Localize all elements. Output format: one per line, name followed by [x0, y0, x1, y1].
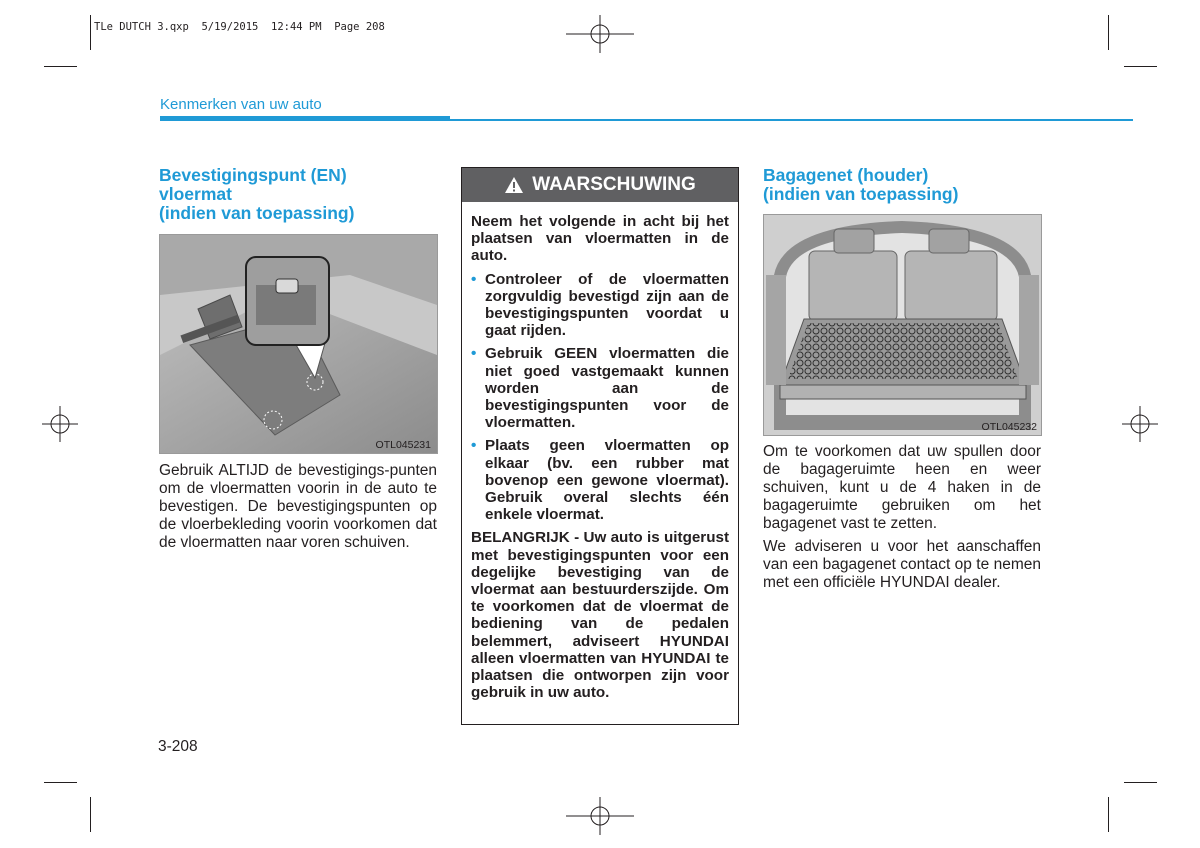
heading-line: vloermat — [159, 184, 232, 204]
warning-bullet — [471, 437, 729, 523]
bullet-text: Plaats geen vloermatten op elkaar (bv. een rubber mat bovenop een gewone vloermat). Gebruik overal slechts één enkele vloermat. — [485, 437, 729, 524]
warning-bullet — [471, 271, 729, 340]
header-rule — [160, 116, 450, 121]
warning-title: WAARSCHUWING — [532, 174, 696, 195]
figure-code: OTL045231 — [375, 439, 431, 451]
header-rule-thin — [450, 119, 1133, 121]
warning-triangle-icon — [504, 176, 524, 194]
registration-mark-right — [1122, 406, 1158, 442]
luggage-net-image — [764, 215, 1041, 435]
registration-mark-bottom — [566, 797, 634, 835]
warning-box — [461, 167, 739, 725]
bullet-icon: • — [471, 270, 477, 288]
heading-line: Bevestigingspunt (EN) — [159, 165, 347, 185]
figure-code: OTL045232 — [981, 421, 1037, 433]
floor-mat-description: Gebruik ALTIJD de bevestigings-punten om de vloermatten voorin in de auto te bevestigen. De bevestigingspunten op de vloerbekleding voorin voorkomen dat de vloermatten naar voren schuiven. — [159, 462, 437, 551]
floor-mat-illustration — [159, 234, 438, 454]
print-slug: TLe DUTCH 3.qxp 5/19/2015 12:44 PM Page 208 — [94, 21, 385, 33]
luggage-net-illustration — [763, 214, 1042, 436]
paragraph: Om te voorkomen dat uw spullen door de bagageruimte heen en weer schuiven, kunt u de 4 haken in de bagageruimte gebruiken om het bagagenet vast te zetten. — [763, 443, 1041, 532]
heading-line: (indien van toepassing) — [159, 203, 355, 223]
bullet-icon: • — [471, 345, 477, 363]
heading-line: Bagagenet (houder) — [763, 165, 929, 185]
luggage-net-heading — [763, 166, 1043, 204]
floor-mat-anchor-heading — [159, 166, 439, 223]
floor-mat-anchor-image — [160, 235, 437, 453]
bullet-text: Gebruik GEEN vloermatten die niet goed vastgemaakt kunnen worden aan de bevestigingspunten voor de vloermatten. — [485, 345, 729, 432]
bullet-icon: • — [471, 437, 477, 455]
registration-mark-left — [42, 406, 78, 442]
warning-body — [471, 213, 729, 707]
warning-bullet — [471, 345, 729, 431]
section-header: Kenmerken van uw auto — [160, 96, 322, 113]
warning-important: BELANGRIJK - Uw auto is uitgerust met bevestigingspunten voor een degelijke bevestiging van de vloermat aan bestuurderszijde. Om te voorkomen dat de vloermat de bediening van de pedalen belemmert, adviseert HYUNDAI alleen vloermatten van HYUNDAI te plaatsen die ontworpen zijn voor gebruik in uw auto. — [471, 529, 729, 702]
luggage-net-description — [763, 443, 1041, 592]
paragraph: We adviseren u voor het aanschaffen van een bagagenet contact op te nemen met een officiële HYUNDAI dealer. — [763, 538, 1041, 591]
heading-line: (indien van toepassing) — [763, 184, 959, 204]
warning-intro: Neem het volgende in acht bij het plaatsen van vloermatten in de auto. — [471, 213, 729, 265]
bullet-text: Controleer of de vloermatten zorgvuldig bevestigd zijn aan de bevestigingspunten voordat u gaat rijden. — [485, 270, 729, 340]
page-number: 3-208 — [158, 738, 198, 755]
registration-mark-top — [566, 15, 634, 53]
warning-header — [462, 168, 738, 202]
